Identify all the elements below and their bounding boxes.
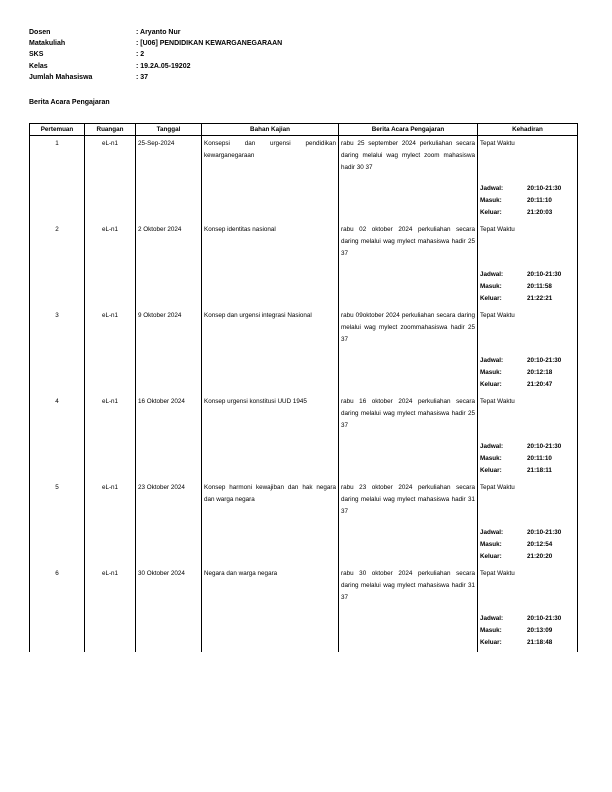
attendance-times [480,613,576,650]
attendance-times [480,269,576,306]
keluar-value: 21:20:03 [527,209,553,217]
cell-kehadiran [478,136,578,223]
info-value: : 19.2A.05-19202 [136,62,191,70]
masuk-label: Masuk: [480,197,502,205]
keluar-label: Keluar: [480,209,502,217]
cell-berita-acara: rabu 09oktober 2024 perkuliahan secara daring melalui wag mylect zoommahasiswa hadir 25 37 [339,308,478,394]
cell-tanggal: 23 Oktober 2024 [136,480,202,566]
cell-pertemuan: 2 [30,222,85,308]
cell-tanggal: 30 Oktober 2024 [136,566,202,652]
course-info [29,27,282,83]
info-value: : Aryanto Nur [136,29,181,36]
attendance-status: Tepat Waktu [480,140,515,147]
table-row [30,566,578,652]
table-header-row [30,124,578,136]
keluar-value: 21:20:47 [527,381,553,389]
table-row [30,394,578,480]
cell-kehadiran [478,308,578,394]
info-label: Dosen [29,29,51,36]
cell-tanggal: 9 Oktober 2024 [136,308,202,394]
masuk-label: Masuk: [480,283,502,291]
jadwal-label: Jadwal: [480,357,504,364]
cell-ruangan: eL-n1 [85,480,136,566]
masuk-value: 20:11:10 [527,455,552,463]
cell-bahan-kajian: Konsep identitas nasional [202,222,339,308]
keluar-label: Keluar: [480,553,502,561]
cell-ruangan: eL-n1 [85,394,136,480]
info-row-dosen [29,27,282,38]
cell-berita-acara: rabu 16 oktober 2024 perkuliahan secara daring melalui wag mylect mahasiswa hadir 25 37 [339,394,478,480]
masuk-label: Masuk: [480,541,502,549]
cell-tanggal: 2 Oktober 2024 [136,222,202,308]
cell-tanggal: 16 Oktober 2024 [136,394,202,480]
cell-kehadiran [478,394,578,480]
jadwal-label: Jadwal: [480,615,504,622]
masuk-value: 20:12:18 [527,369,553,377]
jadwal-label: Jadwal: [480,271,504,278]
masuk-label: Masuk: [480,455,502,463]
table-row [30,480,578,566]
cell-pertemuan: 6 [30,566,85,652]
attendance-status: Tepat Waktu [480,312,515,319]
cell-bahan-kajian: Konsep urgensi konstitusi UUD 1945 [202,394,339,480]
cell-kehadiran [478,480,578,566]
info-label: Jumlah Mahasiswa [29,73,93,81]
masuk-value: 20:12:54 [527,541,553,549]
masuk-value: 20:13:09 [527,627,553,635]
cell-ruangan: eL-n1 [85,308,136,394]
info-value: : [U06] PENDIDIKAN KEWARGANEGARAAN [136,40,283,48]
keluar-value: 21:22:21 [527,295,553,303]
jadwal-value: 20:10-21:30 [527,443,562,450]
attendance-status: Tepat Waktu [480,226,515,233]
jadwal-value: 20:10-21:30 [527,615,562,622]
cell-bahan-kajian: Konsep harmoni kewajiban dan hak negara dan warga negara [202,480,339,566]
cell-bahan-kajian: Konsepsi dan urgensi pendidikan kewarganegaraan [202,136,339,223]
jadwal-value: 20:10-21:30 [527,185,562,192]
attendance-times [480,355,576,392]
info-row-jumlah-mahasiswa [29,72,282,83]
keluar-label: Keluar: [480,295,502,303]
header-tanggal: Tanggal [136,124,202,136]
masuk-label: Masuk: [480,369,502,377]
jadwal-value: 20:10-21:30 [527,529,562,536]
info-label: Kelas [29,62,48,70]
table-row [30,136,578,223]
keluar-label: Keluar: [480,467,502,475]
keluar-value: 21:18:48 [527,639,553,647]
table-row [30,222,578,308]
keluar-label: Keluar: [480,381,502,389]
info-label: SKS [29,51,44,59]
attendance-times [480,527,576,564]
attendance-status: Tepat Waktu [480,484,515,491]
cell-ruangan: eL-n1 [85,566,136,652]
cell-kehadiran [478,566,578,652]
attendance-status: Tepat Waktu [480,398,515,405]
cell-ruangan: eL-n1 [85,222,136,308]
attendance-times [480,441,576,478]
masuk-label: Masuk: [480,627,502,635]
info-label: Matakuliah [29,40,66,48]
jadwal-value: 20:10-21:30 [527,357,562,364]
section-title: Berita Acara Pengajaran [29,99,110,106]
header-berita-acara: Berita Acara Pengajaran [339,124,478,136]
cell-pertemuan: 5 [30,480,85,566]
attendance-status: Tepat Waktu [480,570,515,577]
table-row [30,308,578,394]
cell-pertemuan: 4 [30,394,85,480]
cell-bahan-kajian: Negara dan warga negara [202,566,339,652]
masuk-value: 20:11:58 [527,283,552,291]
cell-ruangan: eL-n1 [85,136,136,223]
keluar-value: 21:20:20 [527,553,553,561]
cell-berita-acara: rabu 23 oktober 2024 perkuliahan secara daring melalui wag mylect mahasiswa hadir 31 37 [339,480,478,566]
info-value: : 2 [136,51,145,59]
info-row-sks [29,49,282,60]
cell-bahan-kajian: Konsep dan urgensi integrasi Nasional [202,308,339,394]
header-ruangan: Ruangan [85,124,136,136]
cell-berita-acara: rabu 02 oktober 2024 perkuliahan secara daring melalui wag mylect mahasiswa hadir 25 37 [339,222,478,308]
jadwal-value: 20:10-21:30 [527,271,562,278]
header-bahan-kajian: Bahan Kajian [202,124,339,136]
keluar-value: 21:18:11 [527,467,552,475]
keluar-label: Keluar: [480,639,502,647]
masuk-value: 20:11:10 [527,197,552,205]
jadwal-label: Jadwal: [480,443,504,450]
cell-kehadiran [478,222,578,308]
info-row-kelas [29,61,282,72]
header-pertemuan: Pertemuan [30,124,85,136]
jadwal-label: Jadwal: [480,529,504,536]
header-kehadiran: Kehadiran [478,124,578,136]
attendance-times [480,183,576,220]
cell-berita-acara: rabu 30 oktober 2024 perkuliahan secara daring melalui wag mylect mahasiswa hadir 31 37 [339,566,478,652]
cell-pertemuan: 3 [30,308,85,394]
jadwal-label: Jadwal: [480,185,504,192]
cell-tanggal: 25-Sep-2024 [136,136,202,223]
cell-pertemuan: 1 [30,136,85,223]
info-row-matakuliah [29,38,282,49]
attendance-table [29,123,577,652]
info-value: : 37 [136,73,149,81]
cell-berita-acara: rabu 25 september 2024 perkuliahan secara daring melalui wag mylect zoom mahasiswa hadir 30 37 [339,136,478,223]
